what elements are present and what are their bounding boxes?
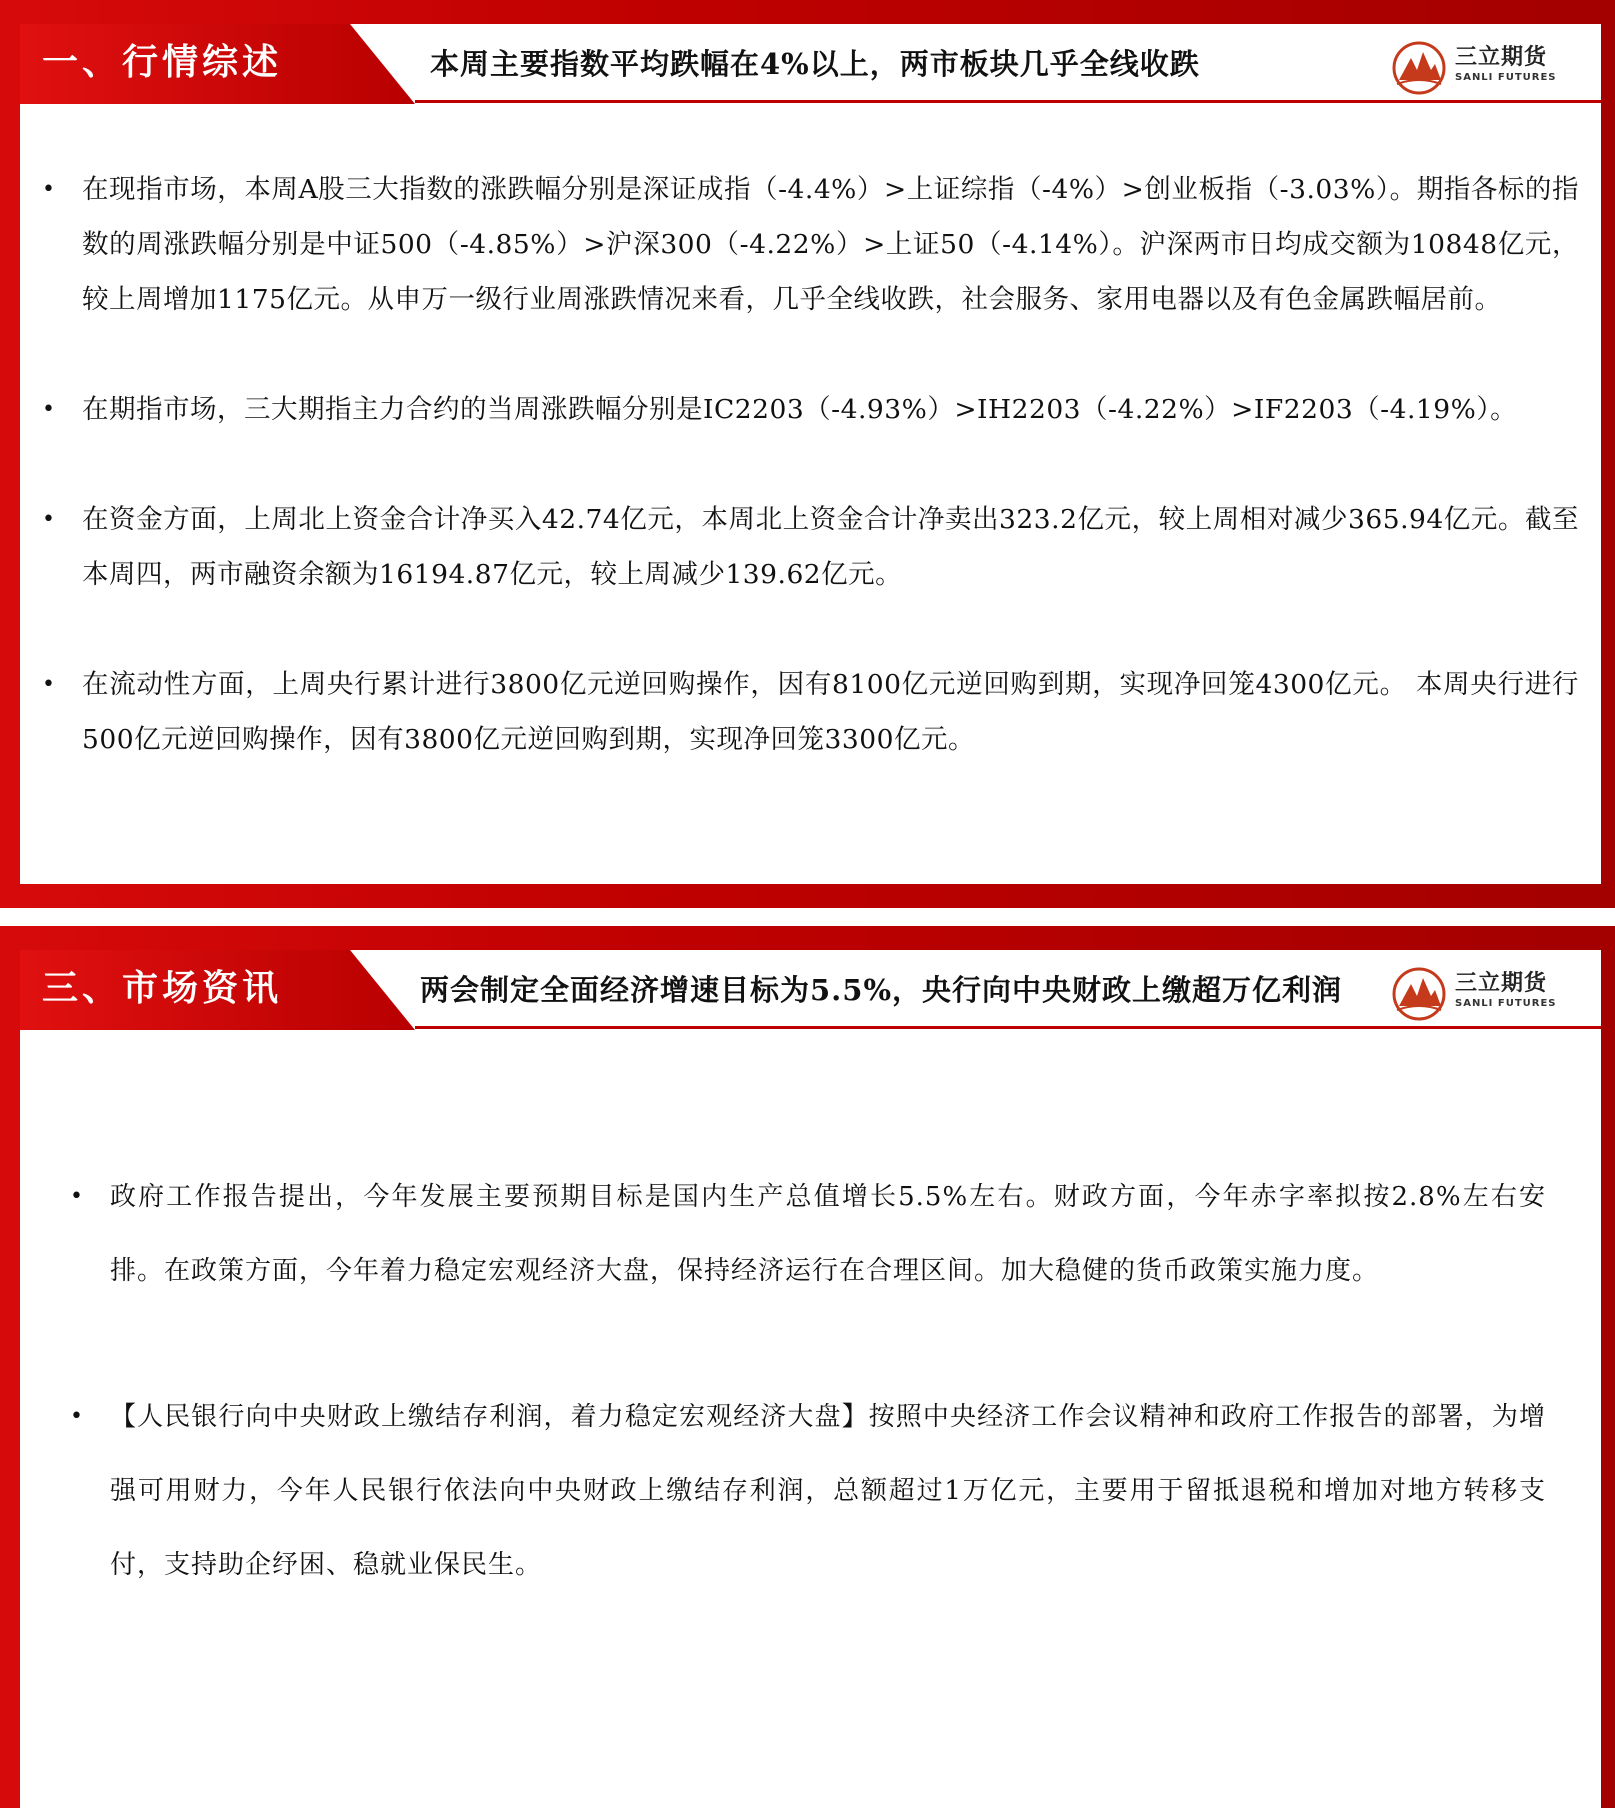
slide-header [20, 950, 1601, 1030]
bullet-dot: • [42, 507, 56, 532]
bullet-text: 在现指市场，本周A股三大指数的涨跌幅分别是深证成指（-4.4%）>上证综指（-4%）>创业板指（-3.03%）。期指各标的指数的周涨跌幅分别是中证500（-4.85%）>沪深300（-4.22%）>上证50（-4.14%）。沪深两市日均成交额为10848亿元，较上周增加1175亿元。从申万一级行业周涨跌情况来看，几乎全线收跌，社会服务、家用电器以及有色金属跌幅居前。 [82, 174, 1579, 315]
bullet-list [42, 162, 1579, 767]
slide-separator [0, 908, 1615, 926]
slide-headline: 本周主要指数平均跌幅在4%以上，两市板块几乎全线收跌 [430, 47, 1200, 81]
sanli-logo [1391, 964, 1571, 1022]
bullet-dot: • [42, 397, 56, 422]
slide-panel [20, 24, 1601, 884]
logo-text-en: SANLI FUTURES [1455, 998, 1557, 1009]
bullet-text: 在流动性方面，上周央行累计进行3800亿元逆回购操作，因有8100亿元逆回购到期，实现净回笼4300亿元。 本周央行进行500亿元逆回购操作，因有3800亿元逆回购到期，实现净回笼3300亿元。 [82, 669, 1579, 755]
bullet-text: 在期指市场，三大期指主力合约的当周涨跌幅分别是IC2203（-4.93%）>IH2203（-4.22%）>IF2203（-4.19%）。 [82, 394, 1518, 425]
list-item [70, 1380, 1546, 1602]
slide-market-news [0, 926, 1615, 1808]
section-title: 一、行情综述 [42, 41, 283, 83]
logo-text-en: SANLI FUTURES [1455, 72, 1557, 83]
bullet-dot: • [42, 672, 56, 697]
bullet-text: 【人民银行向中央财政上缴结存利润，着力稳定宏观经济大盘】按照中央经济工作会议精神和政府工作报告的部署，为增强可用财力，今年人民银行依法向中央财政上缴结存利润，总额超过1万亿元，主要用于留抵退税和增加对地方转移支付，支持助企纾困、稳就业保民生。 [110, 1402, 1546, 1580]
logo-text-cn: 三立期货 [1455, 45, 1548, 70]
slide-headline: 两会制定全面经济增速目标为5.5%，央行向中央财政上缴超万亿利润 [420, 973, 1343, 1007]
slide-header [20, 24, 1601, 104]
list-item [42, 657, 1579, 767]
bullet-list [70, 1160, 1546, 1602]
slide-panel [20, 950, 1601, 1808]
bullet-text: 在资金方面，上周北上资金合计净买入42.74亿元，本周北上资金合计净卖出323.2亿元，较上周相对减少365.94亿元。截至本周四，两市融资余额为16194.87亿元，较上周减少139.62亿元。 [82, 504, 1579, 590]
list-item [42, 162, 1579, 327]
bullet-dot: • [70, 1404, 84, 1429]
list-item [70, 1160, 1546, 1308]
bullet-dot: • [42, 177, 56, 202]
bullet-dot: • [70, 1184, 84, 1209]
mountain-logo-icon [1391, 40, 1447, 96]
header-divider [415, 100, 1601, 103]
sanli-logo [1391, 38, 1571, 96]
list-item [42, 492, 1579, 602]
bullet-text: 政府工作报告提出，今年发展主要预期目标是国内生产总值增长5.5%左右。财政方面，今年赤字率拟按2.8%左右安排。在政策方面，今年着力稳定宏观经济大盘，保持经济运行在合理区间。加大稳健的货币政策实施力度。 [110, 1182, 1546, 1286]
section-title: 三、市场资讯 [42, 967, 283, 1009]
mountain-logo-icon [1391, 966, 1447, 1022]
header-divider [415, 1026, 1601, 1029]
list-item [42, 382, 1579, 437]
logo-text-cn: 三立期货 [1455, 971, 1548, 996]
